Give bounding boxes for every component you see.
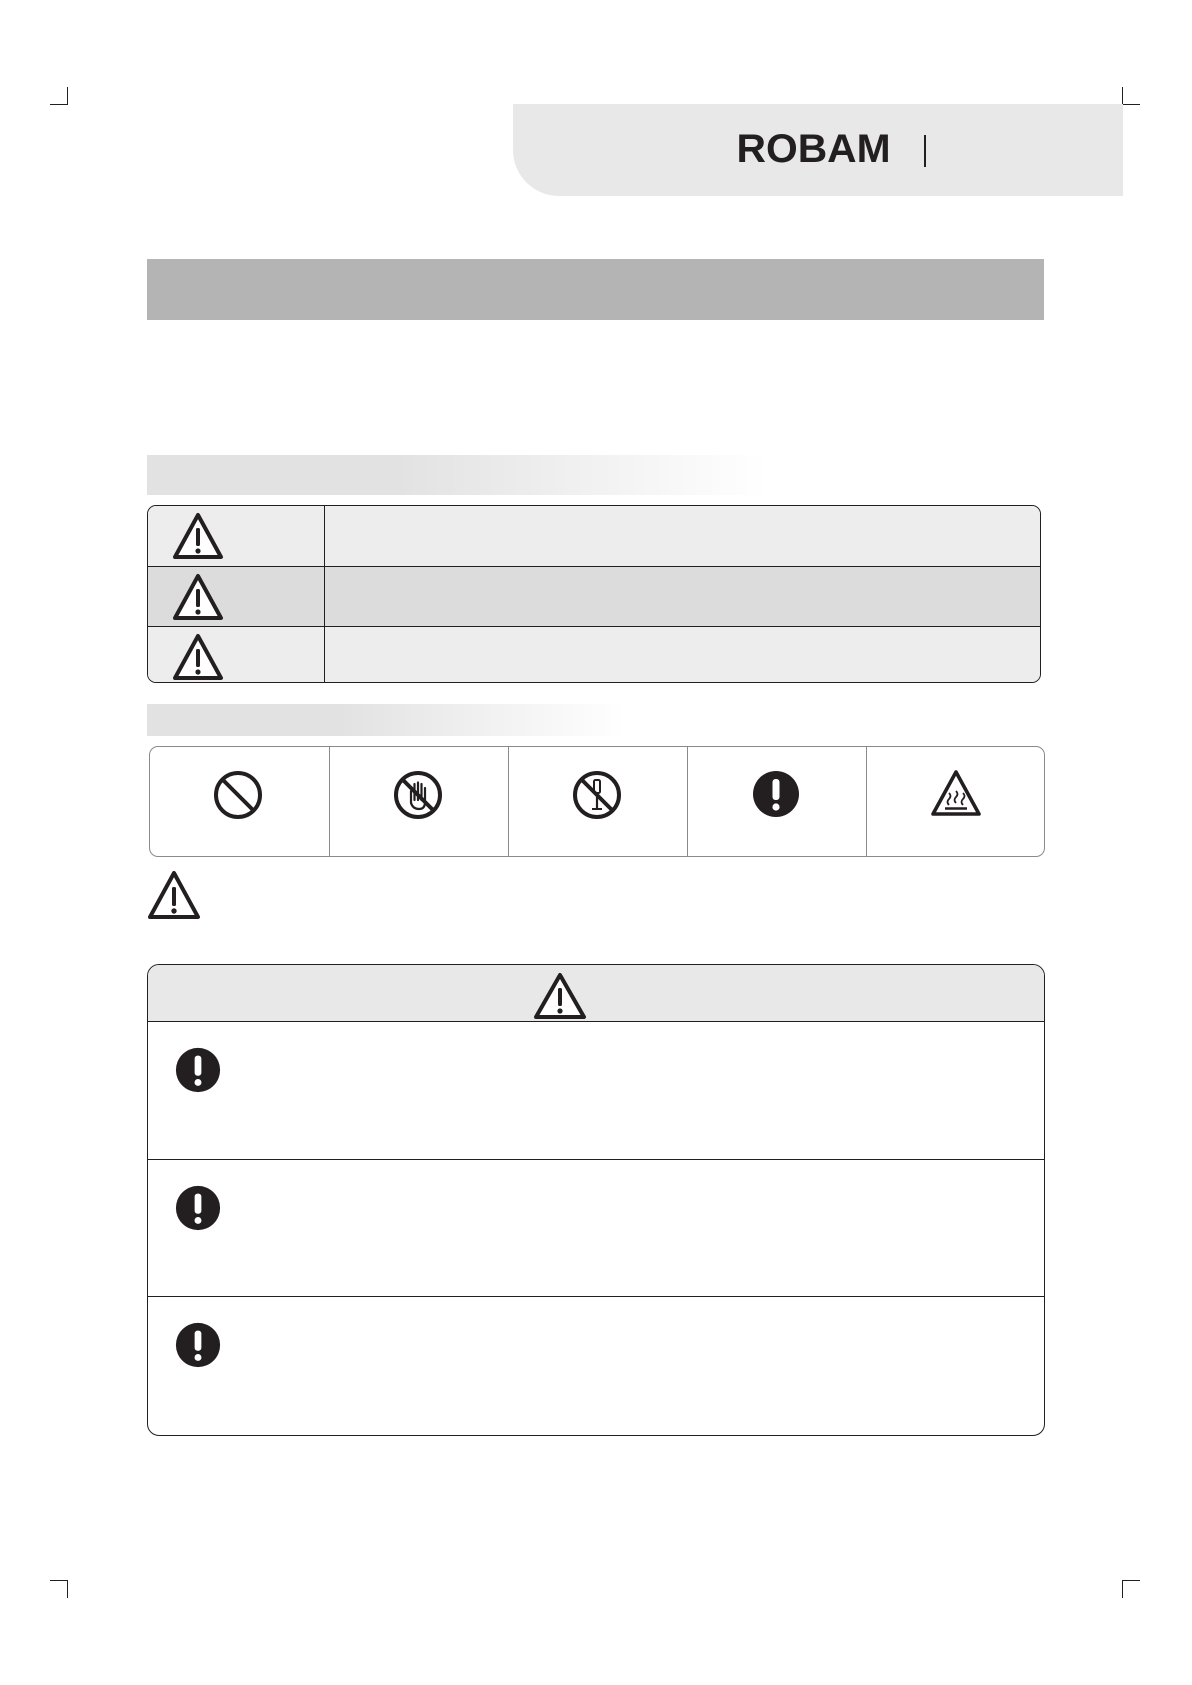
crop-mark-top-left [50,87,68,105]
warning-notice-box [147,964,1045,1436]
hot-surface-icon [930,769,982,817]
signal-level-icon-cell [148,627,325,683]
symbol-cell-prohibited [150,747,329,856]
signal-level-icon-cell [148,567,325,626]
warning-triangle-icon [172,633,224,681]
signal-level-row [148,506,1040,566]
signal-level-text [325,506,1040,566]
symbol-cell-no-touch [329,747,508,856]
brand-logo: ROBAM [736,127,891,171]
caution-note [147,870,201,925]
signal-level-text [325,567,1040,626]
signal-level-row [148,626,1040,683]
section-title-band [147,259,1044,320]
crop-mark-bottom-left [50,1580,68,1598]
warning-triangle-icon [533,972,587,1020]
brand-divider [924,135,926,167]
signal-levels-heading-band [147,455,767,495]
notice-header [148,965,1044,1022]
signal-level-row [148,566,1040,626]
symbol-legend-table [149,746,1045,857]
signal-level-text [325,627,1040,683]
warning-triangle-icon [172,573,224,621]
signal-level-icon-cell [148,506,325,566]
crop-mark-top-right [1122,87,1140,105]
mandatory-action-icon [751,769,801,819]
signal-level-table [147,505,1041,683]
symbols-heading-band [147,704,627,736]
symbol-cell-mandatory [687,747,866,856]
warning-triangle-icon [172,512,224,560]
mandatory-action-icon [174,1046,222,1094]
notice-item [148,1296,1044,1433]
crop-mark-bottom-right [1122,1580,1140,1598]
notice-item [148,1022,1044,1159]
mandatory-action-icon [174,1184,222,1232]
mandatory-action-icon [174,1321,222,1369]
prohibited-icon [212,769,264,821]
warning-triangle-icon [147,870,201,920]
symbol-cell-no-disassembly [508,747,687,856]
notice-item [148,1159,1044,1296]
do-not-disassemble-icon [571,769,623,821]
do-not-touch-icon [392,769,444,821]
symbol-cell-hot-surface [866,747,1045,856]
